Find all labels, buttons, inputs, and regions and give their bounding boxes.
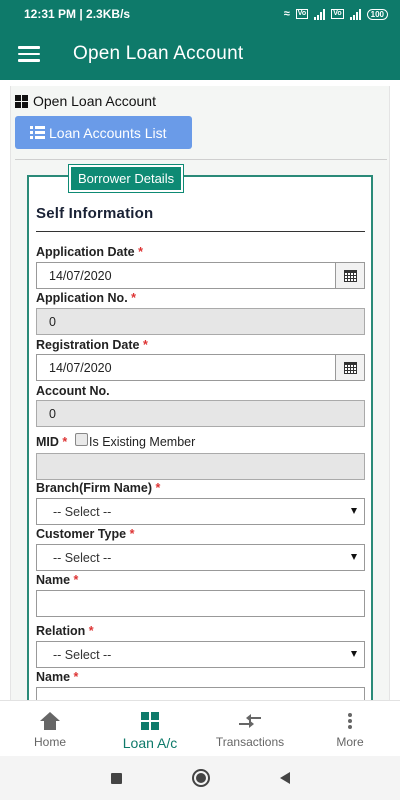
list-icon [30, 126, 45, 139]
nav-home-label: Home [33, 735, 66, 749]
bottom-nav [0, 700, 400, 756]
caret-down-icon [351, 508, 357, 514]
branch-label-text: Branch(Firm Name) [36, 481, 152, 495]
customer-type-select-value: -- Select -- [53, 550, 112, 565]
nav-loan-ac[interactable] [100, 701, 200, 756]
application-no-label-text: Application No. [36, 291, 128, 305]
relation-name-label-text: Name [36, 670, 71, 684]
recent-apps-icon[interactable] [111, 773, 122, 784]
loan-accounts-list-button[interactable] [15, 116, 192, 149]
borrower-details-legend: Borrower Details [69, 165, 183, 192]
branch-label [36, 481, 160, 495]
customer-type-label [36, 527, 134, 541]
volte-icon-2: Vo [333, 10, 342, 17]
application-date-label [36, 245, 143, 259]
account-no-input: 0 [36, 400, 365, 427]
account-no-label: Account No. [36, 384, 110, 398]
dashboard-icon [141, 712, 159, 730]
relation-name-label [36, 670, 78, 684]
application-date-label-text: Application Date [36, 245, 135, 259]
back-icon[interactable] [280, 772, 290, 784]
required-mark: * [62, 435, 68, 449]
section-divider [36, 231, 365, 232]
is-existing-member-checkbox[interactable] [75, 433, 88, 446]
status-icons [284, 8, 388, 20]
application-no-label [36, 291, 136, 305]
system-nav-bar [0, 756, 400, 800]
status-time: 12:31 PM | 2.3KB/s [24, 7, 131, 21]
page-title: Open Loan Account [73, 43, 244, 64]
more-vertical-icon [348, 713, 352, 729]
registration-date-label [36, 338, 148, 352]
relation-select-value: -- Select -- [53, 647, 112, 662]
wifi-icon: ≈ [283, 8, 290, 20]
signal-icon-2 [350, 9, 361, 20]
main-content[interactable] [0, 80, 400, 700]
required-mark: * [73, 573, 79, 587]
name-input[interactable] [36, 590, 365, 617]
form-panel [10, 86, 390, 700]
customer-type-label-text: Customer Type [36, 527, 127, 541]
menu-icon[interactable] [18, 42, 40, 66]
borrower-details-fieldset [27, 171, 373, 700]
relation-name-input[interactable] [36, 687, 365, 700]
calendar-icon [344, 362, 357, 374]
mid-label [36, 435, 67, 449]
nav-more[interactable] [300, 701, 400, 756]
required-mark: * [88, 624, 94, 638]
relation-select[interactable] [36, 641, 365, 668]
mid-label-text: MID [36, 435, 59, 449]
branch-select[interactable] [36, 498, 365, 525]
nav-more-label: More [336, 735, 364, 749]
mid-input [36, 453, 365, 480]
registration-date-label-text: Registration Date [36, 338, 140, 352]
nav-transactions[interactable] [200, 701, 300, 756]
required-mark: * [131, 291, 137, 305]
application-date-input[interactable]: 14/07/2020 [36, 262, 336, 289]
section-title: Self Information [36, 205, 154, 222]
registration-date-calendar-button[interactable] [336, 354, 365, 381]
required-mark: * [155, 481, 161, 495]
required-mark: * [73, 670, 79, 684]
calendar-icon [344, 270, 357, 282]
volte-icon: Vo [297, 10, 307, 17]
caret-down-icon [351, 651, 357, 657]
signal-icon [314, 9, 325, 20]
nav-home[interactable] [0, 701, 100, 756]
caret-down-icon [351, 554, 357, 560]
transactions-icon [239, 714, 261, 728]
application-no-input: 0 [36, 308, 365, 335]
divider [15, 159, 387, 160]
panel-title: Open Loan Account [33, 93, 156, 109]
relation-label [36, 624, 94, 638]
status-bar [0, 0, 400, 28]
loan-accounts-list-label: Loan Accounts List [49, 124, 167, 141]
branch-select-value: -- Select -- [53, 504, 112, 519]
nav-loan-ac-label: Loan A/c [122, 735, 178, 751]
home-button-icon[interactable] [192, 769, 210, 787]
name-label [36, 573, 78, 587]
customer-type-select[interactable] [36, 544, 365, 571]
grid-icon [15, 95, 28, 108]
registration-date-input[interactable]: 14/07/2020 [36, 354, 336, 381]
required-mark: * [129, 527, 135, 541]
home-icon [40, 712, 60, 730]
is-existing-member-label: Is Existing Member [89, 435, 196, 449]
nav-transactions-label: Transactions [215, 735, 285, 749]
relation-label-text: Relation [36, 624, 86, 638]
required-mark: * [138, 245, 143, 259]
required-mark: * [142, 338, 148, 352]
name-label-text: Name [36, 573, 71, 587]
app-bar [0, 28, 400, 80]
application-date-calendar-button[interactable] [336, 262, 365, 289]
panel-header [15, 93, 156, 109]
battery-icon: 100 [367, 9, 388, 20]
